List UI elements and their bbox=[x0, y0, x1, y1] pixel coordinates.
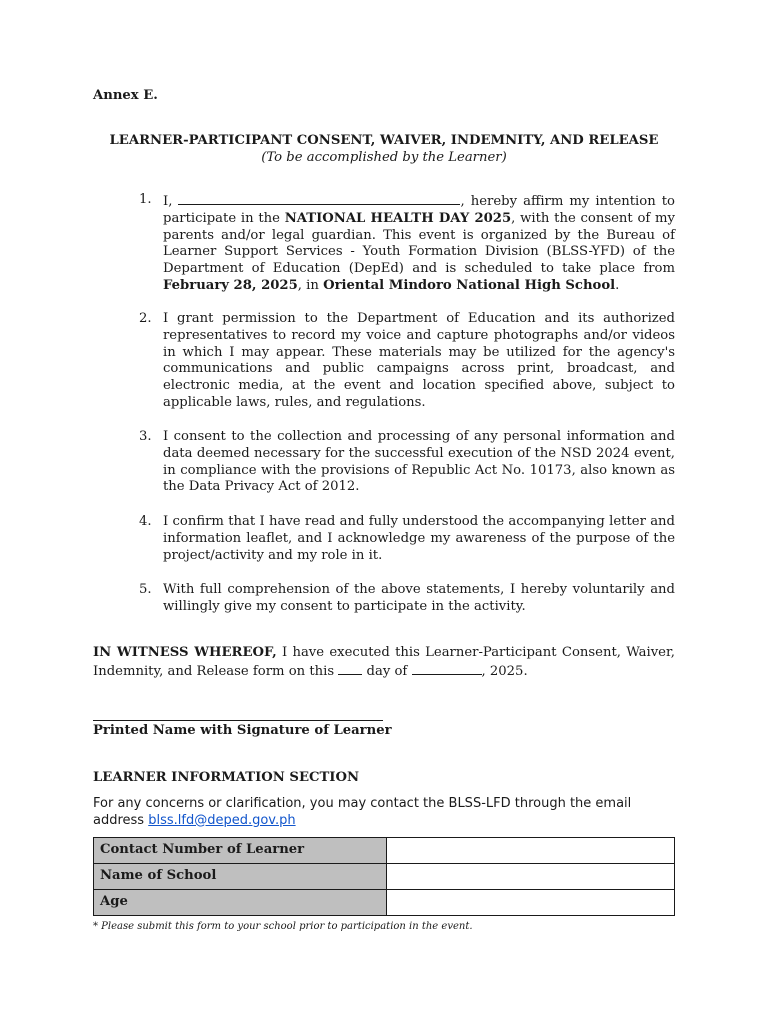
form-title: LEARNER-PARTICIPANT CONSENT, WAIVER, INDEMNITY, AND RELEASE bbox=[109, 133, 659, 148]
witness-text: I have executed this Learner-Participant Consent, Waiver, Indemnity, and Release form on this bbox=[93, 645, 675, 679]
item-text: With full comprehension of the above statements, I hereby voluntarily and willingly give my consent to participate in the activity. bbox=[163, 582, 675, 614]
item-number: 4. bbox=[139, 514, 152, 529]
contact-number-field[interactable] bbox=[387, 838, 675, 864]
witness-text: day of bbox=[362, 663, 412, 679]
signature-label: Printed Name with Signature of Learner bbox=[93, 723, 392, 738]
school-name-label: Name of School bbox=[94, 864, 387, 890]
item-text: . bbox=[615, 277, 620, 293]
contact-text: For any concerns or clarification, you may contact the BLSS-LFD through the email address bbox=[93, 796, 632, 828]
consent-item-5 bbox=[139, 582, 675, 616]
item-number: 1. bbox=[139, 192, 152, 207]
annex-label: Annex E. bbox=[93, 88, 158, 103]
item-text: , hereby affirm my intention to participate in the bbox=[163, 194, 675, 226]
item-text: I confirm that I have read and fully understood the accompanying letter and information leaflet, and I acknowledge my awareness of the purpose of the project/activity and my role in it. bbox=[163, 514, 675, 563]
learner-name-blank[interactable] bbox=[178, 192, 460, 205]
event-name: NATIONAL HEALTH DAY 2025 bbox=[284, 210, 512, 226]
item-text: I grant permission to the Department of Education and its authorized representatives to record my voice and capture photographs and/or videos in which I may appear. These materials may be utilized for the agency's communications and public campaigns across print, broadcast, and electronic media, at the event and location specified above, subject to applicable laws, rules, and regulations. bbox=[163, 311, 675, 410]
email-link[interactable]: blss.lfd@deped.gov.ph bbox=[148, 812, 296, 828]
info-section-heading: LEARNER INFORMATION SECTION bbox=[93, 770, 360, 785]
contact-number-label: Contact Number of Learner bbox=[94, 838, 387, 864]
witness-text: , 2025. bbox=[481, 663, 528, 679]
table-row bbox=[94, 890, 675, 916]
item-text: I, bbox=[163, 194, 179, 209]
age-label: Age bbox=[94, 890, 387, 916]
learner-info-table bbox=[93, 837, 675, 916]
consent-item-4 bbox=[139, 514, 675, 564]
item-text: , in bbox=[297, 277, 324, 293]
month-blank[interactable] bbox=[412, 662, 482, 675]
item-number: 5. bbox=[139, 582, 152, 597]
submission-note: * Please submit this form to your school prior to participation in the event. bbox=[93, 921, 473, 932]
witness-paragraph bbox=[93, 645, 675, 681]
witness-lead: IN WITNESS WHEREOF, bbox=[93, 645, 277, 660]
item-number: 2. bbox=[139, 311, 152, 326]
event-venue: Oriental Mindoro National High School bbox=[323, 277, 616, 293]
item-text: , with the consent of my parents and/or legal guardian. This event is organized by the Bureau of Learner Support Services - Youth Formation Division (BLSS-YFD) of the Department of Education (DepEd) and is scheduled to take place from bbox=[163, 210, 675, 277]
age-field[interactable] bbox=[387, 890, 675, 916]
consent-item-1 bbox=[139, 192, 675, 295]
item-text: I consent to the collection and processing of any personal information and data deemed necessary for the successful execution of the NSD 2024 event, in compliance with the provisions of Republic Act No. 10173, also known as the Data Privacy Act of 2012. bbox=[163, 429, 675, 495]
item-number: 3. bbox=[139, 429, 152, 444]
table-row bbox=[94, 838, 675, 864]
event-date: February 28, 2025 bbox=[163, 277, 298, 293]
signature-line[interactable] bbox=[93, 720, 383, 721]
table-row bbox=[94, 864, 675, 890]
consent-item-2 bbox=[139, 311, 675, 412]
school-name-field[interactable] bbox=[387, 864, 675, 890]
info-contact-text bbox=[93, 796, 675, 830]
day-blank[interactable] bbox=[338, 662, 362, 675]
consent-item-3 bbox=[139, 429, 675, 496]
form-subtitle: (To be accomplished by the Learner) bbox=[261, 150, 507, 165]
